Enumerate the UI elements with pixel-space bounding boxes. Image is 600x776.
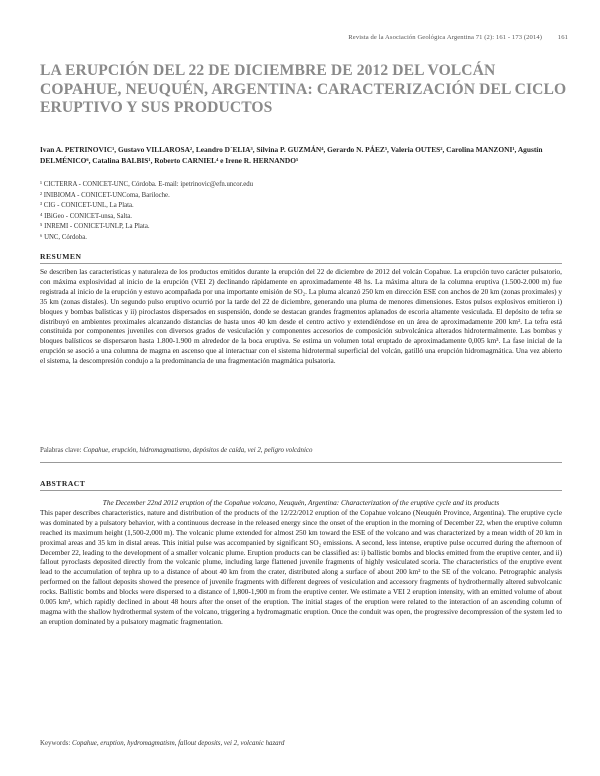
- resumen-heading: [40, 252, 562, 261]
- abstract-heading-text: ABSTRACT: [40, 479, 86, 488]
- resumen-paragraph: Se describen las características y naturaleza de los productos emitidos durante la erupción del 22 de diciembre de 2012 del volcán Copahue. La erupción tuvo carácter pulsatorio, con máxima explosividad al inicio de la erupción (VEI 2) declinando rápidamente en aproximadamente 48 hs. La máxima altura de la columna eruptiva (1.500-2.000 m) fue registrada al inicio de la erupción y estuvo acompañada por una importante emisión de SO₂. La pluma alcanzó 250 km en dirección ESE con anchos de 20 km (zonas proximales) y 35 km (zonas distales). Un segundo pulso eruptivo ocurrió por la tarde del 22 de diciembre, generando una pluma de menores dimensiones. Estos pulsos explosivos emitieron i) bloques y bombas balísticas y ii) piroclastos dispersados en suspensión, donde se destacan grandes fragmentos aplanados de escoria altamente vesiculada. El depósito de tefra se distribuyó en ambientes proximales alcanzando distancias de hasta unos 40 km desde el centro activo y extendiéndose en un área de aproximadamente 200 km². La tefra está constituida por componentes juveniles con diversos grados de vesiculación y componentes accesorios de composición subvolcánica alterados hidrotermalmente. Las bombas y bloques balísticos se dispersaron hasta 1.800-1.900 m alrededor de la boca eruptiva. Se estima un volumen total eruptado de aproximadamente 0,005 km³. La fase inicial de la erupción se asoció a una columna de magma en ascenso que al interactuar con el sistema hidrotermal superficial del volcán, gatilló una erupción hidromagmática. Una vez abierto el sistema, la descompresión condujo a la predominancia de una fragmentación magmática pulsatoria.: [40, 268, 562, 366]
- affiliation-item: ⁵ INREMI - CONICET-UNLP, La Plata.: [40, 223, 150, 231]
- affiliation-item: ³ CIG - CONICET-UNL, La Plata.: [40, 202, 134, 210]
- heading-rule: [40, 263, 562, 264]
- keywords-en-value: Copahue, eruption, hydromagmatism, fallout deposits, vei 2, volcanic hazard: [71, 740, 285, 747]
- article-title: LA ERUPCIÓN DEL 22 DE DICIEMBRE DE 2012 DEL VOLCÁN COPAHUE, NEUQUÉN, ARGENTINA: CARACTERIZACIÓN DEL CICLO ERUPTIVO Y SUS PRODUCTOS: [40, 62, 567, 116]
- keywords-en: [40, 739, 562, 749]
- keywords-en-label: Keywords:: [40, 740, 71, 747]
- running-header: [32, 34, 568, 41]
- keywords-es-label: Palabras clave:: [40, 447, 82, 454]
- affiliation-item: ² INIBIOMA - CONICET-UNComa, Bariloche.: [40, 191, 170, 199]
- resumen-body: [40, 268, 562, 367]
- affiliation-item: ¹ CICTERRA - CONICET-UNC, Córdoba. E-mail: ipetrinovic@efn.uncor.edu: [40, 181, 254, 188]
- section-divider: [40, 462, 562, 463]
- journal-citation: Revista de la Asociación Geológica Argentina 71 (2): 161 - 173 (2014): [348, 34, 543, 41]
- affiliation-item: ⁶ UNC, Córdoba.: [40, 233, 87, 241]
- heading-rule: [40, 490, 562, 491]
- keywords-es-value: Copahue, erupción, hidromagmatismo, depósitos de caída, vei 2, peligro volcánico: [83, 447, 313, 454]
- abstract-body: [40, 499, 562, 628]
- affiliations: [40, 180, 440, 244]
- abstract-heading: [40, 479, 562, 488]
- author-list: Ivan A. PETRINOVIC¹, Gustavo VILLAROSA², Leandro D´ELIA³, Silvina P. GUZMÁN⁴, Gerardo N. PÁEZ⁵, Valeria OUTES², Carolina MANZONI¹, Agustín DELMÉNICO⁶, Catalina BALBIS¹, Roberto CARNIEL⁴ e Irene R. HERNANDO⁵: [40, 145, 543, 165]
- abstract-title: The December 22nd 2012 eruption of the Copahue volcano, Neuquén, Argentina: Characterization of the eruptive cycle and its products: [102, 499, 500, 507]
- affiliation-item: ⁴ IBiGeo - CONICET-unsa, Salta.: [40, 212, 132, 220]
- resumen-heading-text: RESUMEN: [40, 252, 82, 261]
- abstract-paragraph: This paper describes characteristics, nature and distribution of the products of the 12/22/2012 eruption of the Copahue volcano (Neuquén Province, Argentina). The eruptive cycle was dominated by a pulsatory behavior, with a continuous decrease in the released energy since the onset of the eruption in the morning of December 22, when the eruptive column reached its maximum height (1,500-2,000 m). The volcanic plume extended for almost 250 km toward the ESE of the volcano and was characterized by a mean width of 20 km in proximal areas and 35 km in distal areas. This initial pulse was accompanied by significant SO₂ emissions. A second, less intense, eruptive pulse occurred during the afternoon of December 22, leading to the development of a smaller volcanic plume. Eruption products can be classified as: i) ballistic bombs and blocks emitted from the eruptive center, and ii) fallout pyroclasts deposited directly from the volcanic plume, including large flattened juvenile fragments of highly vesiculated scoria. The characteristics of the eruptive event lead to the accumulation of tephra up to a distance of about 40 km from the crater, distributed along a surface of about 200 km² to the SE of the volcano. Petrographic analysis performed on the fallout deposits showed the presence of juvenile fragments with different degrees of vesiculation and accessory fragments of hydrothermally altered subvolcanic rocks. Ballistic bombs and blocks were dispersed to a distance of 1,800-1,900 m from the eruptive center. We estimate a VEI 2 eruption intensity, with an emitted volume of about 0.005 km³, which rapidly declined in about 48 hours after the onset of the eruption. The initial stages of the eruption were related to the interaction of an ascending column of magma with the shallow hydrothermal system of the volcano, triggering a hydromagmatic eruption. Once the conduit was open, the progressive decompression of the system led to an eruption dominated by a pulsatory magmatic fragmentation.: [40, 508, 562, 626]
- keywords-es: [40, 446, 562, 456]
- page-number: 161: [557, 34, 568, 41]
